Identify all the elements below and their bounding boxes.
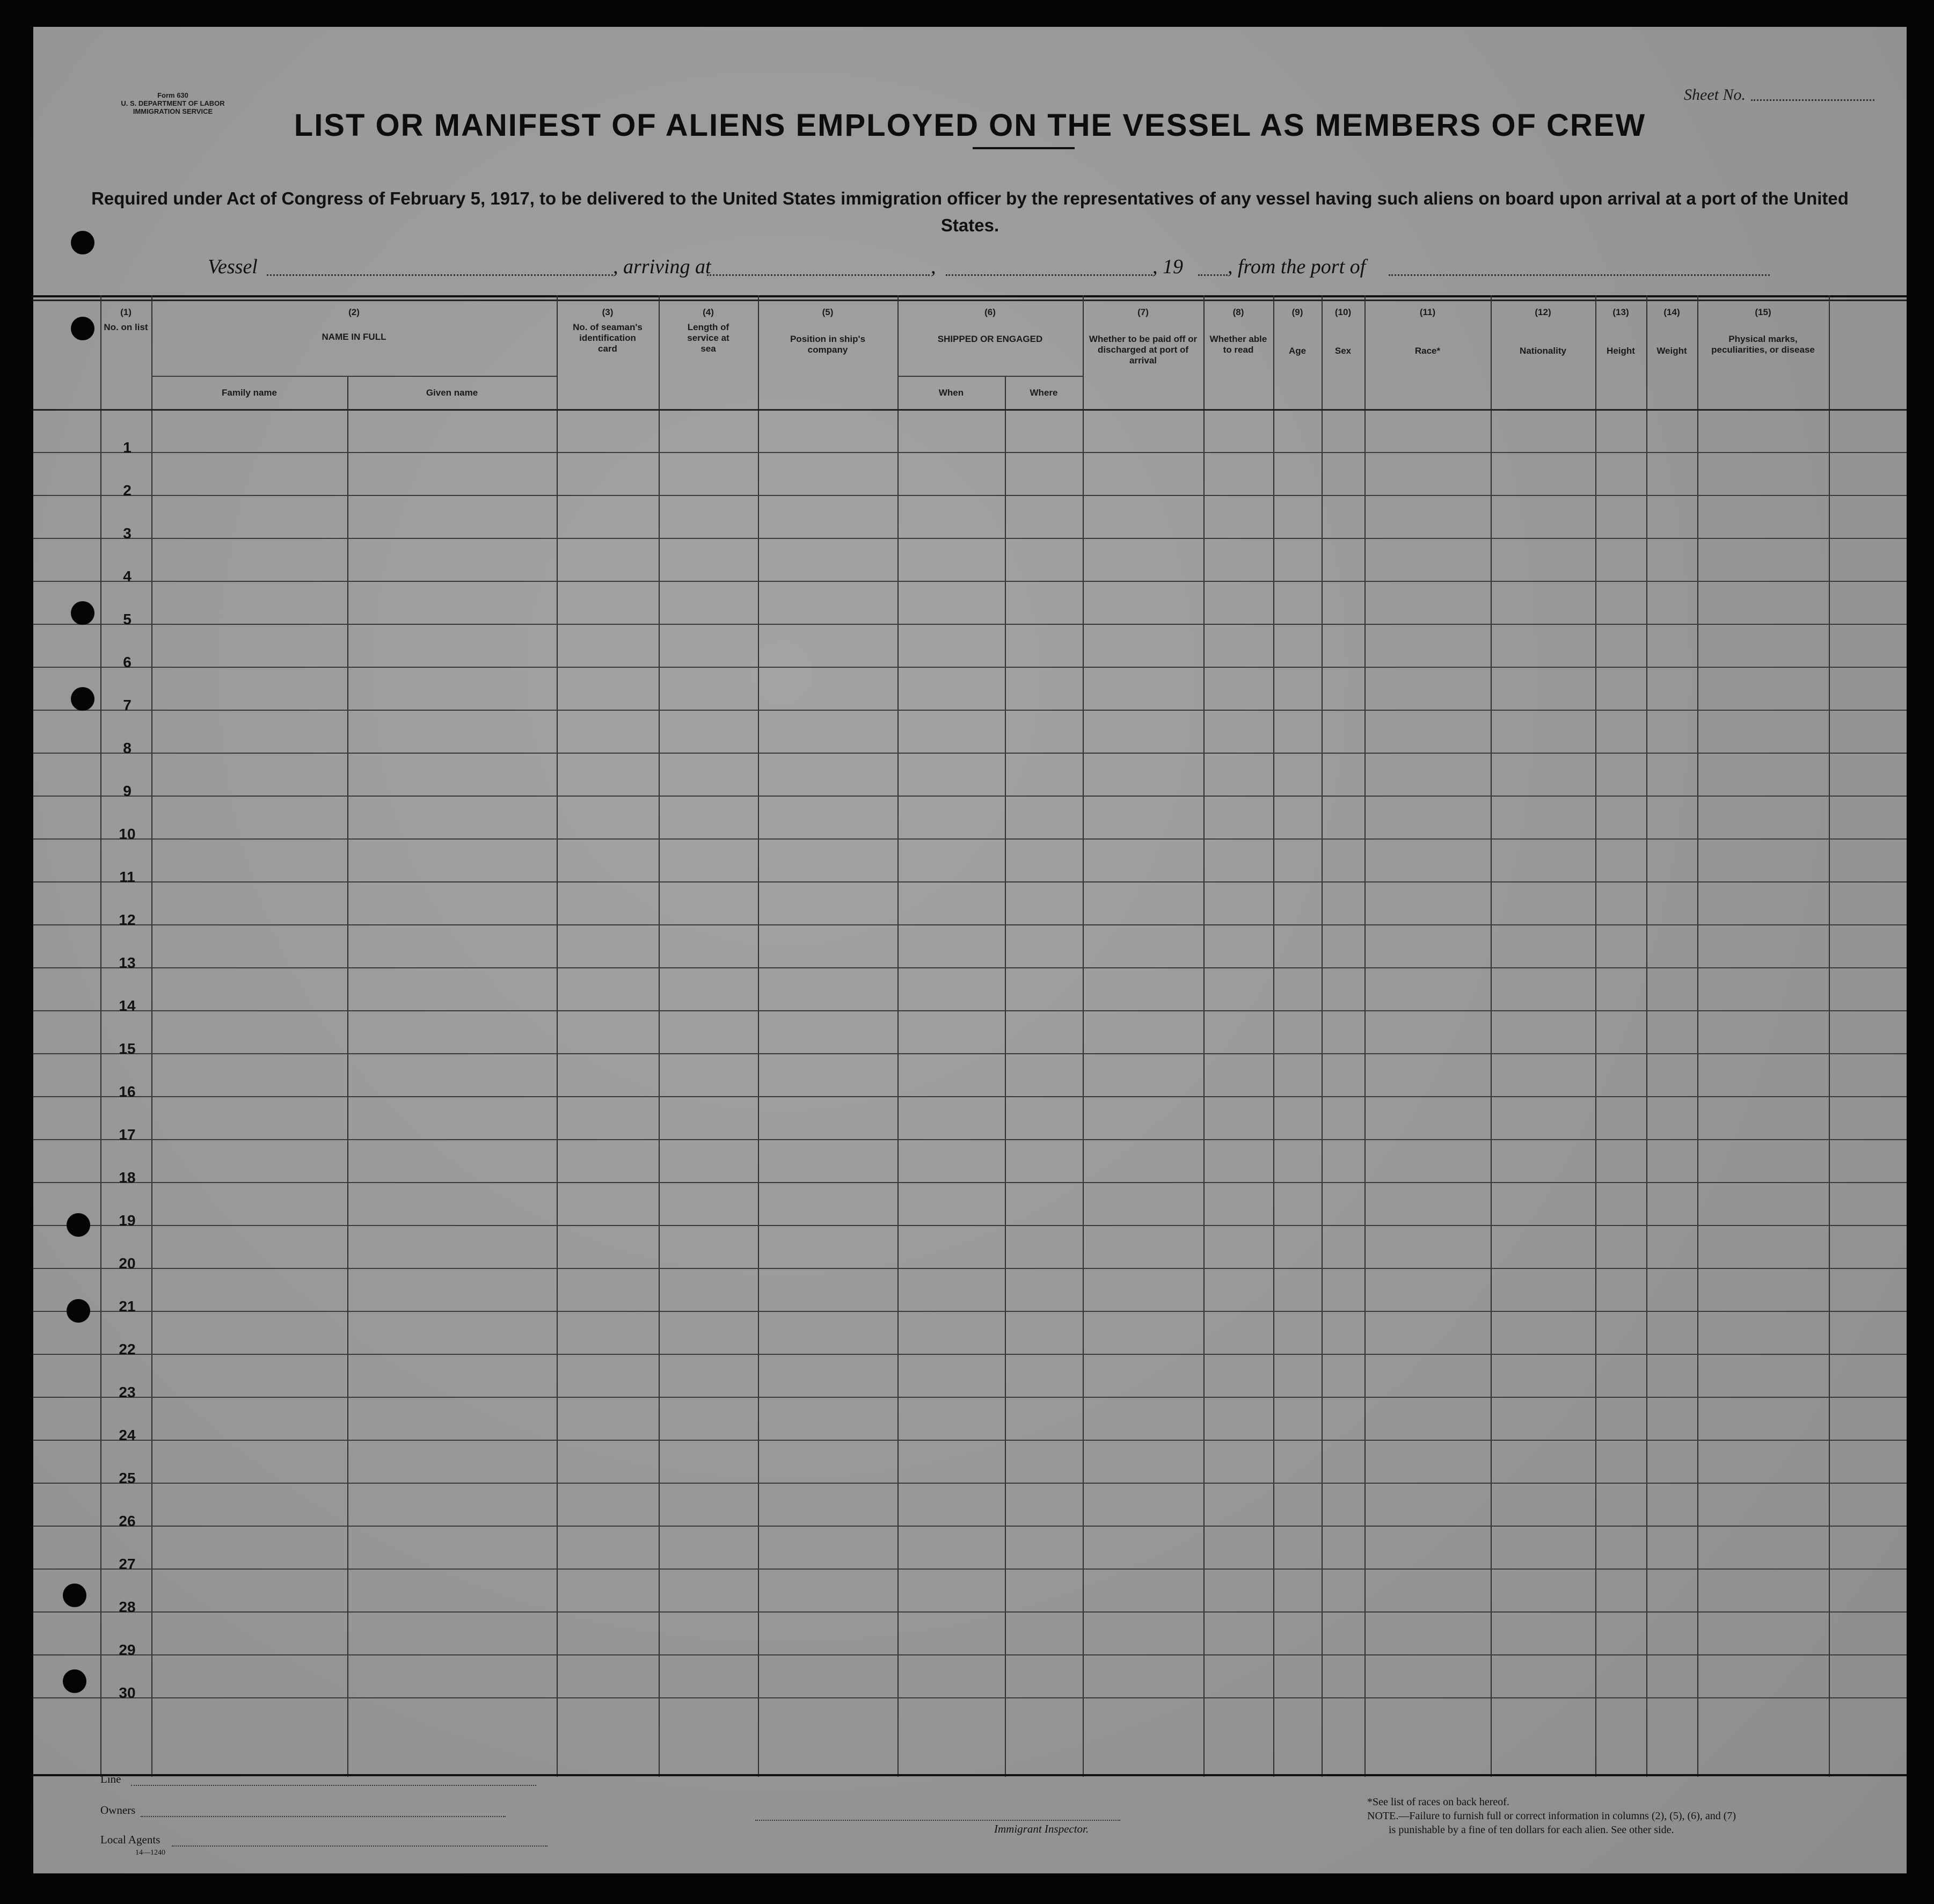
row-divider	[33, 753, 1907, 754]
sheet-no-field[interactable]	[1751, 99, 1874, 101]
row-number: 27	[119, 1556, 136, 1572]
col-1-header: (1) No. on list	[104, 307, 148, 332]
sheet-no-label: Sheet No.	[1684, 86, 1746, 104]
col-divider	[151, 295, 152, 1777]
col-divider	[897, 295, 899, 1777]
col-divider	[758, 295, 759, 1777]
row-number: 1	[123, 439, 132, 456]
row-divider	[33, 1053, 1907, 1054]
row-divider	[33, 1354, 1907, 1355]
subheader-rule-name	[151, 376, 557, 377]
row-number: 22	[119, 1341, 136, 1358]
row-divider	[33, 1096, 1907, 1097]
row-number: 9	[123, 783, 132, 799]
subheader-rule-shipped	[897, 376, 1083, 377]
row-number: 2	[123, 482, 132, 499]
row-divider	[33, 924, 1907, 925]
row-number: 17	[119, 1126, 136, 1143]
col-2-header: (2) NAME IN FULL	[322, 307, 386, 342]
punch-hole	[63, 1669, 86, 1693]
row-number: 18	[119, 1169, 136, 1186]
row-number: 14	[119, 997, 136, 1014]
row-divider	[33, 1182, 1907, 1183]
row-number: 6	[123, 654, 132, 670]
col-divider	[1083, 295, 1084, 1777]
race-note: *See list of races on back hereof.	[1367, 1796, 1509, 1808]
col-divider	[1005, 377, 1006, 1777]
row-number: 26	[119, 1513, 136, 1529]
row-number: 13	[119, 954, 136, 971]
col-divider	[1322, 295, 1323, 1777]
row-number: 3	[123, 525, 132, 542]
punch-hole	[67, 1213, 90, 1237]
table-top-border	[33, 295, 1907, 297]
owners-field[interactable]	[141, 1816, 506, 1817]
col-divider	[1203, 295, 1205, 1777]
family-name-header: Family name	[222, 388, 277, 398]
department-name: U. S. DEPARTMENT OF LABOR	[121, 99, 225, 107]
col-9-header: (9) Age	[1288, 307, 1307, 356]
punch-hole	[71, 687, 94, 711]
row-divider	[33, 1311, 1907, 1312]
row-number: 12	[119, 911, 136, 928]
manifest-sheet	[33, 27, 1907, 1873]
row-divider	[33, 1440, 1907, 1441]
row-divider	[33, 1611, 1907, 1613]
from-port-field[interactable]	[1389, 274, 1770, 276]
col-divider	[100, 295, 101, 1777]
col-12-header: (12) Nationality	[1520, 307, 1566, 356]
row-divider	[33, 1397, 1907, 1398]
where-header: Where	[1030, 388, 1058, 398]
row-number: 7	[123, 697, 132, 713]
row-number: 25	[119, 1470, 136, 1486]
row-number: 20	[119, 1255, 136, 1272]
col-6-header: (6) SHIPPED OR ENGAGED	[937, 307, 1043, 344]
line-label: Line	[100, 1772, 121, 1785]
row-divider	[33, 538, 1907, 539]
col-divider	[1595, 295, 1596, 1777]
row-divider	[33, 624, 1907, 625]
row-divider	[33, 1569, 1907, 1570]
row-divider	[33, 710, 1907, 711]
row-divider	[33, 881, 1907, 882]
col-13-header: (13) Height	[1607, 307, 1635, 356]
arriving-field[interactable]	[707, 274, 930, 276]
row-divider	[33, 838, 1907, 840]
inspector-label: Immigrant Inspector.	[994, 1822, 1089, 1835]
year-field[interactable]	[1198, 274, 1228, 276]
row-divider	[33, 1483, 1907, 1484]
col-5-header: (5) Position in ship's company	[790, 307, 866, 355]
form-number: Form 630	[157, 91, 188, 99]
row-number: 24	[119, 1427, 136, 1443]
col-divider	[347, 377, 348, 1777]
header-bottom-border	[33, 409, 1907, 411]
local-agents-field[interactable]	[172, 1845, 548, 1847]
punch-hole	[71, 317, 94, 340]
vessel-line	[33, 255, 1907, 282]
row-divider	[33, 452, 1907, 453]
service-name: IMMIGRATION SERVICE	[133, 107, 213, 115]
owners-label: Owners	[100, 1804, 136, 1817]
row-number: 11	[119, 869, 135, 885]
row-divider	[33, 796, 1907, 797]
row-number: 30	[119, 1684, 136, 1701]
punch-hole	[67, 1299, 90, 1323]
crew-table	[33, 295, 1907, 1777]
col-15-header: (15) Physical marks, peculiarities, or disease	[1711, 307, 1815, 355]
col-divider	[1364, 295, 1366, 1777]
row-divider	[33, 1526, 1907, 1527]
table-top-border-inner	[33, 300, 1907, 301]
col-divider	[1273, 295, 1274, 1777]
row-divider	[33, 967, 1907, 968]
row-divider	[33, 1139, 1907, 1140]
col-divider	[1491, 295, 1492, 1777]
when-header: When	[938, 388, 964, 398]
row-divider	[33, 1010, 1907, 1011]
line-field[interactable]	[131, 1785, 536, 1786]
arriving-label: , arriving at	[613, 256, 711, 278]
row-divider	[33, 1225, 1907, 1226]
col-3-header: (3) No. of seaman's identification card	[573, 307, 643, 354]
row-divider	[33, 1654, 1907, 1655]
row-divider	[33, 1268, 1907, 1269]
col-divider	[659, 295, 660, 1777]
punch-hole	[71, 601, 94, 625]
title-underline	[973, 147, 1075, 149]
vessel-label: Vessel	[208, 256, 258, 278]
row-divider	[33, 667, 1907, 668]
given-name-header: Given name	[426, 388, 478, 398]
row-number: 10	[119, 826, 136, 842]
col-7-header: (7) Whether to be paid off or discharged at port of arrival	[1089, 307, 1198, 366]
col-divider	[1697, 295, 1698, 1777]
col-11-header: (11) Race*	[1414, 307, 1441, 356]
col-10-header: (10) Sex	[1334, 307, 1352, 356]
row-number: 5	[123, 611, 132, 628]
row-number: 19	[119, 1212, 136, 1229]
row-number: 4	[123, 568, 132, 585]
row-number: 23	[119, 1384, 136, 1400]
punch-hole	[63, 1584, 86, 1607]
col-4-header: (4) Length of service at sea	[687, 307, 729, 354]
row-number: 29	[119, 1642, 136, 1658]
from-port-label: , from the port of	[1228, 256, 1366, 278]
footer-rule	[100, 1774, 1829, 1776]
vessel-field[interactable]	[267, 274, 613, 276]
row-number: 28	[119, 1599, 136, 1615]
col-divider	[1829, 295, 1830, 1777]
col-14-header: (14) Weight	[1656, 307, 1687, 356]
row-number: 21	[119, 1298, 136, 1315]
row-number: 15	[119, 1040, 136, 1057]
row-number: 8	[123, 740, 132, 756]
punch-hole	[71, 231, 94, 254]
row-number: 16	[119, 1083, 136, 1100]
inspector-signature-field[interactable]	[755, 1820, 1120, 1821]
row-divider	[33, 1697, 1907, 1698]
page-subtitle: Required under Act of Congress of February 5, 1917, to be delivered to the United States immigration officer by the representatives of any vessel having such aliens on board upon arrival at a port of the United States.	[91, 188, 1849, 235]
penalty-note-line1: NOTE.—Failure to furnish full or correct information in columns (2), (5), (6), and (7)	[1367, 1810, 1736, 1822]
comma-separator: ,	[931, 256, 936, 278]
penalty-note-line2: is punishable by a fine of ten dollars for each alien. See other side.	[1389, 1824, 1674, 1836]
col-divider	[1646, 295, 1647, 1777]
print-code: 14—1240	[135, 1849, 165, 1857]
row-divider	[33, 581, 1907, 582]
row-divider	[33, 495, 1907, 496]
local-agents-label: Local Agents	[100, 1833, 160, 1846]
date-field[interactable]	[946, 274, 1152, 276]
col-8-header: (8) Whether able to read	[1209, 307, 1267, 355]
col-divider	[557, 295, 558, 1777]
page-title: LIST OR MANIFEST OF ALIENS EMPLOYED ON THE VESSEL AS MEMBERS OF CREW	[294, 108, 1646, 143]
year-label: , 19	[1152, 256, 1183, 278]
